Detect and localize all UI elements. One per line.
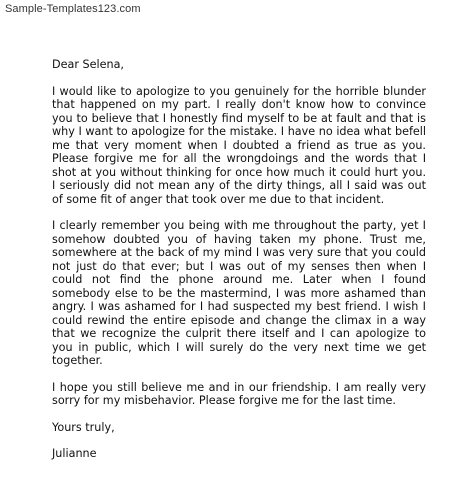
paragraph-apology: I would like to apologize to you genuinely for the horrible blunder that happened on my part. I really don't know how to convince you to believe that I honestly find myself to be at fault and that is why I want to apologize for the mistake. I have no idea what befell me that very moment when I doubted a friend as true as you. Please forgive me for all the wrongdoings and the words that I shot at you without thinking for once how much it could hurt you. I seriously did not mean any of the dirty things, all I said was out of some fit of anger that took over me due to that incident.	[52, 84, 426, 206]
closing: Yours truly,	[52, 420, 115, 434]
paragraph-party: I clearly remember you being with me throughout the party, yet I somehow doubted you of having taken my phone. Trust me, somewhere at the back of my mind I was very sure that you could not just do that ever; but I was out of my senses then when I could not find the phone around me. Later when I found somebody else to be the mastermind, I was more ashamed than angry. I was ashamed for I had suspected my best friend. I wish I could rewind the entire episode and change the climax in a way that we recognize the culprit there itself and I can apologize to you in public, which I will surely do the very next time we get together.	[52, 219, 426, 367]
watermark-text: Sample-Templates123.com	[5, 3, 141, 15]
salutation: Dear Selena,	[52, 58, 124, 71]
signature: Julianne	[52, 447, 97, 460]
paragraph-friendship: I hope you still believe me and in our friendship. I am really very sorry for my misbehavior. Please forgive me for the last time.	[52, 380, 426, 407]
letter-body	[52, 58, 426, 461]
